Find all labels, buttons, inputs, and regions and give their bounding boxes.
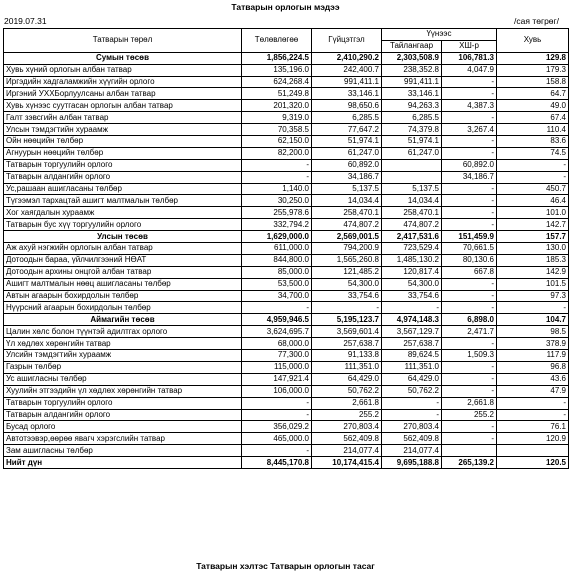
header-hshr: ХШ-р [442, 40, 497, 52]
cell-name: Хог хаягдалын хураамж [4, 207, 242, 219]
cell-actual: 2,661.8 [312, 397, 382, 409]
cell-hshr: 4,047.9 [442, 64, 497, 76]
cell-ratio: 142.9 [497, 266, 569, 278]
table-row [4, 159, 569, 171]
table-row [4, 64, 569, 76]
cell-name: Нүүрсний агаарын бохирдолын төлбөр [4, 302, 242, 314]
cell-report: 474,807.2 [382, 219, 442, 231]
cell-report: 9,695,188.8 [382, 457, 442, 469]
table-row [4, 88, 569, 100]
cell-hshr: - [442, 207, 497, 219]
cell-hshr: 4,387.3 [442, 100, 497, 112]
cell-actual: 270,803.4 [312, 421, 382, 433]
cell-report: - [382, 397, 442, 409]
table-row [4, 397, 569, 409]
cell-ratio: 49.0 [497, 100, 569, 112]
header-plan: Төлөвлөгөө [242, 29, 312, 53]
cell-actual: 77,647.2 [312, 124, 382, 136]
cell-plan: 82,200.0 [242, 147, 312, 159]
cell-ratio: 120.5 [497, 457, 569, 469]
cell-ratio: 64.7 [497, 88, 569, 100]
table-row [4, 112, 569, 124]
cell-plan: - [242, 302, 312, 314]
cell-plan: 53,500.0 [242, 278, 312, 290]
table-row [4, 266, 569, 278]
unit-label: /сая төгрөг/ [514, 16, 559, 26]
report-date: 2019.07.31 [4, 16, 47, 26]
cell-name: Зам ашигласны төлбөр [4, 445, 242, 457]
cell-name: Түгээмэл тархацтай ашигт малтмалын төлбөр [4, 195, 242, 207]
table-row [4, 457, 569, 469]
cell-plan: 30,250.0 [242, 195, 312, 207]
cell-ratio: 450.7 [497, 183, 569, 195]
table-row [4, 445, 569, 457]
cell-actual: 3,569,601.4 [312, 326, 382, 338]
cell-name: Сумын төсөв [4, 52, 242, 64]
table-row [4, 219, 569, 231]
cell-name: Хувь хүнээс суутгасан орлогын албан татвар [4, 100, 242, 112]
cell-actual: 111,351.0 [312, 361, 382, 373]
cell-plan: 1,629,000.0 [242, 231, 312, 243]
cell-plan: - [242, 409, 312, 421]
cell-hshr: 1,509.3 [442, 350, 497, 362]
cell-actual: 1,565,260.8 [312, 254, 382, 266]
cell-actual: 54,300.0 [312, 278, 382, 290]
cell-name: Татварын торгуулийн орлого [4, 159, 242, 171]
cell-report: 6,285.5 [382, 112, 442, 124]
cell-report: - [382, 409, 442, 421]
table-row [4, 147, 569, 159]
cell-report [382, 171, 442, 183]
cell-report: 120,817.4 [382, 266, 442, 278]
cell-hshr: 106,781.3 [442, 52, 497, 64]
cell-name: Иргэдийн хадгаламжийн хүүгийн орлого [4, 76, 242, 88]
cell-report: 50,762.2 [382, 385, 442, 397]
cell-actual: 64,429.0 [312, 373, 382, 385]
cell-hshr: 60,892.0 [442, 159, 497, 171]
cell-actual: 121,485.2 [312, 266, 382, 278]
cell-actual: 2,410,290.2 [312, 52, 382, 64]
cell-actual: 5,195,123.7 [312, 314, 382, 326]
cell-actual: 257,638.7 [312, 338, 382, 350]
cell-name: Ус ашигласны төлбөр [4, 373, 242, 385]
table-row [4, 326, 569, 338]
cell-plan: 3,624,695.7 [242, 326, 312, 338]
cell-actual: 214,077.4 [312, 445, 382, 457]
table-body [4, 52, 569, 468]
cell-actual: 255.2 [312, 409, 382, 421]
cell-plan: 356,029.2 [242, 421, 312, 433]
cell-report: 74,379.8 [382, 124, 442, 136]
cell-hshr: - [442, 219, 497, 231]
cell-name: Ойн нөөцийн төлбөр [4, 136, 242, 148]
cell-report [382, 159, 442, 171]
table-row [4, 361, 569, 373]
cell-plan: 624,268.4 [242, 76, 312, 88]
cell-ratio [497, 445, 569, 457]
cell-ratio: 117.9 [497, 350, 569, 362]
cell-report: 2,417,531.6 [382, 231, 442, 243]
cell-ratio: 185.3 [497, 254, 569, 266]
cell-hshr: 70,661.5 [442, 243, 497, 255]
cell-actual: 51,974.1 [312, 136, 382, 148]
table-row [4, 195, 569, 207]
header-income: Үүнээс [382, 29, 497, 41]
cell-report: 238,352.8 [382, 64, 442, 76]
cell-report: 723,529.4 [382, 243, 442, 255]
cell-actual: 34,186.7 [312, 171, 382, 183]
cell-hshr: - [442, 421, 497, 433]
cell-ratio: - [497, 159, 569, 171]
cell-ratio: 142.7 [497, 219, 569, 231]
cell-plan: 9,319.0 [242, 112, 312, 124]
header-actual: Гүйцэтгэл [312, 29, 382, 53]
table-row [4, 278, 569, 290]
cell-plan: 611,000.0 [242, 243, 312, 255]
cell-report: 257,638.7 [382, 338, 442, 350]
cell-name: Цалин хөлс болон түүнтэй адилтгах орлого [4, 326, 242, 338]
cell-plan: 135,196.0 [242, 64, 312, 76]
cell-ratio: 120.9 [497, 433, 569, 445]
table-row [4, 373, 569, 385]
cell-hshr: - [442, 112, 497, 124]
table-row [4, 350, 569, 362]
cell-ratio: 76.1 [497, 421, 569, 433]
cell-ratio: 101.0 [497, 207, 569, 219]
cell-report: 4,974,148.3 [382, 314, 442, 326]
cell-name: Галт зэвсгийн албан татвар [4, 112, 242, 124]
header-ratio: Хувь [497, 29, 569, 53]
cell-name: Автотээвэр,өөрөө явагч хэрэгслийн татвар [4, 433, 242, 445]
cell-hshr: - [442, 338, 497, 350]
cell-plan: 85,000.0 [242, 266, 312, 278]
cell-plan: 201,320.0 [242, 100, 312, 112]
cell-hshr: - [442, 195, 497, 207]
cell-name: Газрын төлбөр [4, 361, 242, 373]
cell-actual: 991,411.1 [312, 76, 382, 88]
cell-report: 89,624.5 [382, 350, 442, 362]
cell-hshr: 3,267.4 [442, 124, 497, 136]
cell-name: Нийт дүн [4, 457, 242, 469]
table-row [4, 409, 569, 421]
cell-actual: 242,400.7 [312, 64, 382, 76]
cell-actual: 91,133.8 [312, 350, 382, 362]
cell-name: Ашигт малтмалын нөөц ашигласаны төлбөр [4, 278, 242, 290]
cell-ratio: 129.8 [497, 52, 569, 64]
cell-ratio: 83.6 [497, 136, 569, 148]
cell-plan: 62,150.0 [242, 136, 312, 148]
cell-hshr: 255.2 [442, 409, 497, 421]
cell-actual: 33,146.1 [312, 88, 382, 100]
cell-hshr [442, 445, 497, 457]
cell-name: Автын агаарын бохирдолын төлбөр [4, 290, 242, 302]
cell-actual: 474,807.2 [312, 219, 382, 231]
cell-name: Хувь хүний орлогын албан татвар [4, 64, 242, 76]
table-row [4, 207, 569, 219]
cell-name: Улсын төсөв [4, 231, 242, 243]
cell-plan: 465,000.0 [242, 433, 312, 445]
cell-actual: 10,174,415.4 [312, 457, 382, 469]
cell-actual: 794,200.9 [312, 243, 382, 255]
cell-plan: - [242, 397, 312, 409]
cell-plan: 70,358.5 [242, 124, 312, 136]
cell-actual: 5,137.5 [312, 183, 382, 195]
cell-ratio: 101.5 [497, 278, 569, 290]
cell-name: Аж ахуй нэгжийн орлогын албан татвар [4, 243, 242, 255]
cell-hshr: 265,139.2 [442, 457, 497, 469]
table-row [4, 171, 569, 183]
cell-plan: 115,000.0 [242, 361, 312, 373]
cell-name: Дотоодын бараа, үйлчилгээний НӨАТ [4, 254, 242, 266]
cell-name: Бусад орлого [4, 421, 242, 433]
cell-hshr: - [442, 136, 497, 148]
cell-hshr: 34,186.7 [442, 171, 497, 183]
table-row [4, 76, 569, 88]
cell-ratio: 104.7 [497, 314, 569, 326]
cell-plan: - [242, 171, 312, 183]
cell-actual: - [312, 302, 382, 314]
table-row [4, 254, 569, 266]
cell-report: 33,146.1 [382, 88, 442, 100]
cell-ratio: - [497, 171, 569, 183]
cell-ratio: - [497, 302, 569, 314]
cell-actual: 50,762.2 [312, 385, 382, 397]
cell-plan: 844,800.0 [242, 254, 312, 266]
cell-plan: 147,921.4 [242, 373, 312, 385]
cell-name: Татварын алдангийн орлого [4, 409, 242, 421]
cell-report: 991,411.1 [382, 76, 442, 88]
cell-report: 562,409.8 [382, 433, 442, 445]
cell-report: 3,567,129.7 [382, 326, 442, 338]
cell-report: 14,034.4 [382, 195, 442, 207]
cell-plan: 332,794.2 [242, 219, 312, 231]
table-row [4, 124, 569, 136]
cell-ratio: 67.4 [497, 112, 569, 124]
cell-ratio: - [497, 397, 569, 409]
table-row [4, 421, 569, 433]
cell-ratio: - [497, 409, 569, 421]
cell-actual: 61,247.0 [312, 147, 382, 159]
cell-name: Татварын торгуулийн орлого [4, 397, 242, 409]
cell-hshr: 151,459.9 [442, 231, 497, 243]
cell-plan: 4,959,946.5 [242, 314, 312, 326]
cell-plan: - [242, 159, 312, 171]
cell-report: 1,485,130.2 [382, 254, 442, 266]
cell-ratio: 378.9 [497, 338, 569, 350]
cell-ratio: 97.3 [497, 290, 569, 302]
cell-name: Аймагийн төсөв [4, 314, 242, 326]
cell-actual: 6,285.5 [312, 112, 382, 124]
cell-report: 5,137.5 [382, 183, 442, 195]
cell-report: 214,077.4 [382, 445, 442, 457]
cell-hshr: - [442, 290, 497, 302]
cell-report: 270,803.4 [382, 421, 442, 433]
cell-plan: 1,140.0 [242, 183, 312, 195]
cell-report: 2,303,508.9 [382, 52, 442, 64]
cell-hshr: - [442, 433, 497, 445]
cell-hshr: 667.8 [442, 266, 497, 278]
cell-name: Иргэний УХХБорлуулсаны албан татвар [4, 88, 242, 100]
cell-name: Татварын алдангийн орлого [4, 171, 242, 183]
cell-hshr: - [442, 183, 497, 195]
cell-hshr: - [442, 385, 497, 397]
cell-ratio: 74.5 [497, 147, 569, 159]
header-report: Тайлангаар [382, 40, 442, 52]
table-row [4, 231, 569, 243]
cell-ratio: 47.9 [497, 385, 569, 397]
cell-actual: 98,650.6 [312, 100, 382, 112]
cell-hshr: 2,661.8 [442, 397, 497, 409]
table-row [4, 52, 569, 64]
cell-ratio: 43.6 [497, 373, 569, 385]
cell-name: Улсын тэмдэгтийн хураамж [4, 124, 242, 136]
cell-ratio: 46.4 [497, 195, 569, 207]
cell-name: Улсийн тэмдэгтийн хураамж [4, 350, 242, 362]
cell-name: Үл хөдлөх хөрөнгийн татвар [4, 338, 242, 350]
report-title: Татварын орлогын мэдээ [231, 2, 340, 12]
cell-actual: 258,470.1 [312, 207, 382, 219]
cell-hshr: - [442, 278, 497, 290]
table-row [4, 433, 569, 445]
cell-hshr: - [442, 302, 497, 314]
cell-plan: 51,249.8 [242, 88, 312, 100]
cell-report: 54,300.0 [382, 278, 442, 290]
cell-plan: 106,000.0 [242, 385, 312, 397]
cell-report: 33,754.6 [382, 290, 442, 302]
cell-report: 61,247.0 [382, 147, 442, 159]
cell-report: - [382, 302, 442, 314]
cell-report: 64,429.0 [382, 373, 442, 385]
cell-hshr: - [442, 373, 497, 385]
cell-plan: 77,300.0 [242, 350, 312, 362]
cell-name: Татварын бус хүү торгуулийн орлого [4, 219, 242, 231]
cell-ratio: 98.5 [497, 326, 569, 338]
cell-actual: 33,754.6 [312, 290, 382, 302]
table-row [4, 338, 569, 350]
cell-plan: - [242, 445, 312, 457]
cell-ratio: 158.8 [497, 76, 569, 88]
cell-actual: 14,034.4 [312, 195, 382, 207]
table-row [4, 302, 569, 314]
cell-ratio: 130.0 [497, 243, 569, 255]
cell-name: Агнуурын нөөцийн төлбөр [4, 147, 242, 159]
cell-plan: 34,700.0 [242, 290, 312, 302]
tax-revenue-table [3, 28, 569, 469]
cell-plan: 1,856,224.5 [242, 52, 312, 64]
cell-report: 94,263.3 [382, 100, 442, 112]
cell-ratio: 179.3 [497, 64, 569, 76]
cell-ratio: 96.8 [497, 361, 569, 373]
header-tax-type: Татварын төрөл [4, 29, 242, 53]
footer-text: Татварын хэлтэс Татварын орлогын тасаг [196, 561, 375, 571]
table-row [4, 183, 569, 195]
cell-report: 111,351.0 [382, 361, 442, 373]
cell-plan: 8,445,170.8 [242, 457, 312, 469]
cell-plan: 68,000.0 [242, 338, 312, 350]
cell-hshr: 80,130.6 [442, 254, 497, 266]
cell-report: 51,974.1 [382, 136, 442, 148]
cell-name: Хуулийн этгээдийн үл хөдлөх хөрөнгийн татвар [4, 385, 242, 397]
cell-ratio: 157.7 [497, 231, 569, 243]
cell-name: Дотоодын архины онцгой албан татвар [4, 266, 242, 278]
cell-hshr: - [442, 76, 497, 88]
cell-hshr: - [442, 88, 497, 100]
table-row [4, 243, 569, 255]
cell-hshr: - [442, 361, 497, 373]
cell-actual: 60,892.0 [312, 159, 382, 171]
cell-ratio: 110.4 [497, 124, 569, 136]
cell-plan: 255,978.6 [242, 207, 312, 219]
table-row [4, 100, 569, 112]
cell-hshr: 2,471.7 [442, 326, 497, 338]
cell-actual: 2,569,001.5 [312, 231, 382, 243]
table-row [4, 290, 569, 302]
cell-hshr: 6,898.0 [442, 314, 497, 326]
cell-hshr: - [442, 147, 497, 159]
cell-name: Ус,рашаан ашигласаны төлбөр [4, 183, 242, 195]
table-row [4, 136, 569, 148]
cell-report: 258,470.1 [382, 207, 442, 219]
table-row [4, 314, 569, 326]
cell-actual: 562,409.8 [312, 433, 382, 445]
table-row [4, 385, 569, 397]
